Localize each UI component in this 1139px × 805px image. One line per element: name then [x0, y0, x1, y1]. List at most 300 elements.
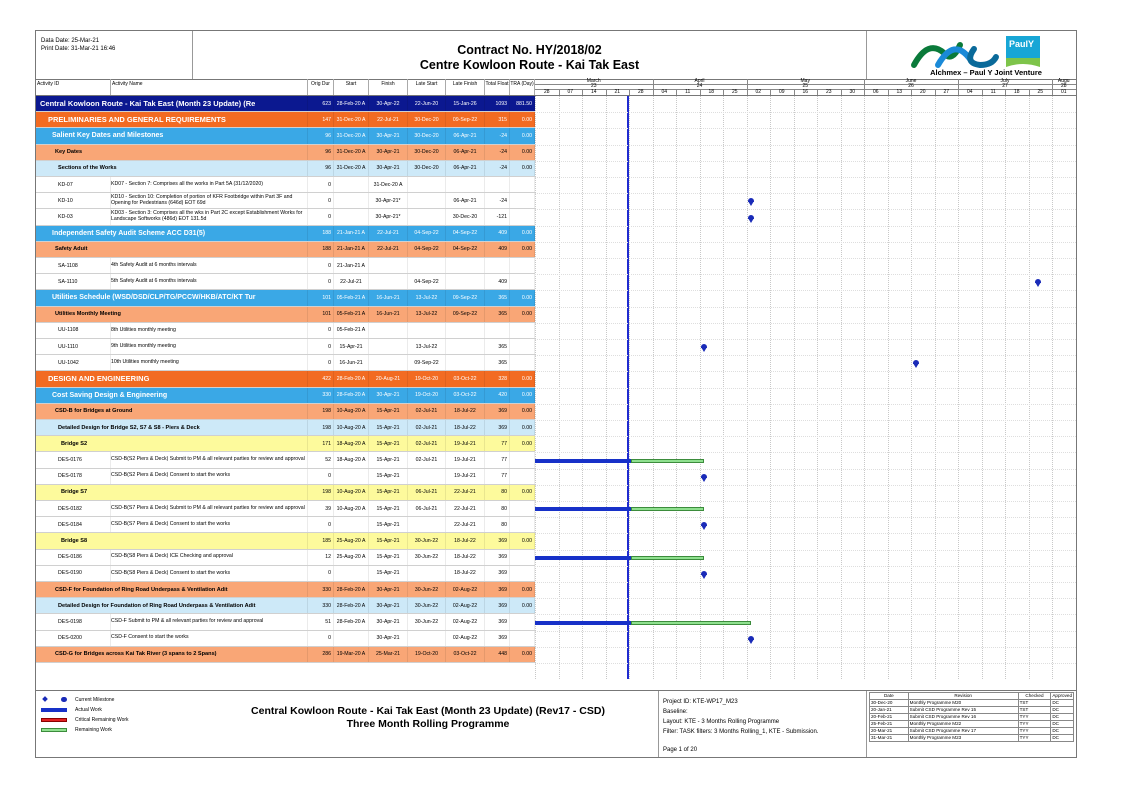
activity-row[interactable] [36, 452, 535, 468]
timeline-day: 09 [770, 89, 795, 95]
activity-row[interactable] [36, 355, 535, 371]
cell-orig-dur: 12 [308, 550, 334, 565]
wbs-title: Independent Safety Audit Scheme ACC D31(5) [36, 226, 308, 241]
gantt-row-line [535, 550, 1076, 551]
cell-tra: 0.00 [510, 598, 535, 613]
wbs-row[interactable] [36, 226, 535, 242]
footer-title-line2: Three Month Rolling Programme [346, 718, 510, 730]
cell-finish: 15-Apr-21 [369, 485, 408, 500]
cell-total-float: 77 [485, 469, 510, 484]
wbs-row[interactable] [36, 145, 535, 161]
cell-finish: 22-Jul-21 [369, 112, 408, 127]
col-finish[interactable]: Finish [369, 79, 408, 95]
cell-orig-dur: 39 [308, 501, 334, 516]
col-tra[interactable]: TRA (Day) [510, 79, 535, 95]
cell-tra [510, 323, 535, 338]
cell-tra: 0.00 [510, 307, 535, 322]
remaining-work-bar[interactable] [631, 459, 704, 463]
cell-orig-dur: 0 [308, 469, 334, 484]
remaining-work-bar[interactable] [631, 507, 704, 511]
cell-finish: 30-Apr-21* [369, 193, 408, 208]
cell-orig-dur: 96 [308, 161, 334, 176]
cell-total-float: 1093 [485, 96, 510, 111]
revision-cell: DC [1051, 721, 1074, 728]
cell-late-finish: 02-Aug-22 [446, 614, 485, 629]
wbs-title: Central Kowloon Route - Kai Tak East (Month 23 Update) (Re [36, 96, 308, 111]
legend-actual [41, 705, 129, 715]
cell-orig-dur: 422 [308, 371, 334, 386]
cell-start: 21-Jan-21 A [334, 242, 369, 257]
col-late-finish[interactable]: Late Finish [446, 79, 485, 95]
activity-row[interactable] [36, 274, 535, 290]
activity-id: DES-0186 [36, 550, 111, 565]
wbs-row[interactable] [36, 371, 535, 387]
timeline-month: Augu [1052, 79, 1077, 84]
cell-late-finish [446, 274, 485, 289]
actual-work-bar[interactable] [535, 507, 631, 511]
cell-tra [510, 631, 535, 646]
cell-start: 31-Dec-20 A [334, 145, 369, 160]
gantt-row-line [535, 209, 1076, 210]
timeline-day: 30 [841, 89, 866, 95]
cell-tra [510, 566, 535, 581]
timeline-header [535, 79, 1076, 95]
legend-remaining [41, 725, 129, 735]
cell-late-start: 06-Jul-21 [408, 485, 446, 500]
gantt-row-line [535, 274, 1076, 275]
cell-start: 10-Aug-20 A [334, 501, 369, 516]
remaining-work-bar[interactable] [631, 621, 751, 625]
data-date: Data Date: 25-Mar-21 [41, 38, 100, 44]
timeline-day: 18 [1005, 89, 1030, 95]
cell-late-finish [446, 323, 485, 338]
timeline-day: 02 [747, 89, 772, 95]
cell-late-finish: 30-Dec-20 [446, 209, 485, 224]
cell-late-finish: 22-Jul-21 [446, 485, 485, 500]
cell-tra: 0.00 [510, 226, 535, 241]
revision-cell: 25-Feb-21 [870, 721, 909, 728]
cell-orig-dur: 198 [308, 420, 334, 435]
milestone-marker[interactable] [701, 477, 707, 482]
legend-milestone [41, 695, 129, 705]
wbs-row[interactable] [36, 242, 535, 258]
milestone-marker[interactable] [701, 347, 707, 352]
cell-tra [510, 355, 535, 370]
cell-start: 05-Feb-21 A [334, 290, 369, 305]
actual-work-bar[interactable] [535, 621, 631, 625]
wbs-title: CSD-B for Bridges at Ground [36, 404, 308, 419]
cell-tra [510, 193, 535, 208]
cell-start [334, 209, 369, 224]
revision-cell: Submit CSD Programme Rev 16 [908, 714, 1018, 721]
actual-work-bar[interactable] [535, 556, 631, 560]
timeline-month: June [864, 79, 959, 84]
cell-tra: 0.00 [510, 112, 535, 127]
gantt-chart [535, 96, 1076, 679]
paul-y-logo-text: PaulY [1009, 39, 1035, 49]
activity-id: DES-0200 [36, 631, 111, 646]
cell-finish [369, 323, 408, 338]
cell-total-float: 369 [485, 598, 510, 613]
activity-row[interactable] [36, 209, 535, 225]
wbs-row[interactable] [36, 307, 535, 323]
timeline-day: 25 [723, 89, 748, 95]
milestone-marker[interactable] [913, 363, 919, 368]
gantt-row-line [535, 598, 1076, 599]
cell-late-finish: 15-Jan-26 [446, 96, 485, 111]
activity-row[interactable] [36, 323, 535, 339]
activity-row[interactable] [36, 469, 535, 485]
cell-total-float: 369 [485, 631, 510, 646]
divider [866, 31, 867, 79]
cell-orig-dur: 51 [308, 614, 334, 629]
activity-row[interactable] [36, 177, 535, 193]
cell-orig-dur: 96 [308, 128, 334, 143]
cell-late-start: 30-Dec-20 [408, 128, 446, 143]
cell-total-float: 315 [485, 112, 510, 127]
timeline-day: 23 [817, 89, 842, 95]
timeline-week-number: 25 [747, 84, 866, 89]
cell-orig-dur: 0 [308, 631, 334, 646]
cell-late-start [408, 258, 446, 273]
cell-total-float: 409 [485, 242, 510, 257]
activity-id: DES-0190 [36, 566, 111, 581]
revision-cell: Monthly Programme M22 [908, 721, 1018, 728]
cell-total-float: 409 [485, 226, 510, 241]
cell-late-start: 30-Jun-22 [408, 550, 446, 565]
cell-start: 28-Feb-20 A [334, 614, 369, 629]
timeline-day: 07 [559, 89, 584, 95]
cell-orig-dur: 188 [308, 242, 334, 257]
cell-finish: 31-Dec-20 A [369, 177, 408, 192]
project-id: Project ID: KTE-WP17_M23 [663, 699, 738, 705]
cell-total-float: 365 [485, 339, 510, 354]
cell-total-float: 77 [485, 452, 510, 467]
cell-late-start [408, 566, 446, 581]
cell-orig-dur: 0 [308, 209, 334, 224]
cell-finish: 15-Apr-21 [369, 501, 408, 516]
timeline-day: 11 [676, 89, 701, 95]
col-late-start[interactable]: Late Start [408, 79, 446, 95]
milestone-marker[interactable] [748, 639, 754, 644]
cell-tra: 0.00 [510, 436, 535, 451]
cell-orig-dur: 330 [308, 582, 334, 597]
revision-cell: DC [1051, 735, 1074, 742]
baseline: Baseline: [663, 709, 688, 715]
cell-late-finish: 03-Oct-22 [446, 371, 485, 386]
timeline-day: 04 [958, 89, 983, 95]
col-orig-dur[interactable]: Orig Dur [308, 79, 334, 95]
cell-start [334, 177, 369, 192]
cell-start: 21-Jan-21 A [334, 258, 369, 273]
cell-start: 19-Mar-20 A [334, 647, 369, 662]
rev-col-checked: Checked [1018, 693, 1051, 700]
gantt-row-line [535, 388, 1076, 389]
cell-total-float: 80 [485, 517, 510, 532]
wbs-row[interactable] [36, 290, 535, 306]
timeline-week-number: 23 [535, 84, 654, 89]
timeline-week-number: 26 [864, 84, 959, 89]
wbs-title: Utilities Schedule (WSD/DSD/CLP/TG/PCCW/HKB/ATC/KT Tur [36, 290, 308, 305]
cell-start: 28-Feb-20 A [334, 582, 369, 597]
cell-tra [510, 469, 535, 484]
cell-late-finish [446, 355, 485, 370]
wbs-row[interactable] [36, 96, 535, 112]
timeline-week-number: 27 [958, 84, 1053, 89]
cell-finish: 30-Apr-21 [369, 161, 408, 176]
revision-cell: 20-Mar-21 [870, 728, 909, 735]
gantt-row-line [535, 485, 1076, 486]
timeline-day: 28 [629, 89, 654, 95]
cell-tra: 0.00 [510, 404, 535, 419]
activity-row[interactable] [36, 566, 535, 582]
print-date: Print Date: 31-Mar-21 16:46 [41, 46, 116, 52]
cell-late-start: 02-Jul-21 [408, 404, 446, 419]
gantt-row-line [535, 323, 1076, 324]
cell-late-start: 09-Sep-22 [408, 355, 446, 370]
actual-work-bar[interactable] [535, 459, 631, 463]
wbs-row[interactable] [36, 598, 535, 614]
timeline-day: 01 [1052, 89, 1077, 95]
cell-late-start: 13-Jul-22 [408, 290, 446, 305]
cell-late-finish: 09-Sep-22 [446, 112, 485, 127]
cell-late-start: 30-Dec-20 [408, 161, 446, 176]
cell-finish: 15-Apr-21 [369, 533, 408, 548]
gantt-row-line [535, 663, 1076, 664]
timeline-day: 27 [935, 89, 960, 95]
wbs-title: Utilities Monthly Meeting [36, 307, 308, 322]
cell-start: 10-Aug-20 A [334, 485, 369, 500]
cell-start [334, 517, 369, 532]
gantt-row-line [535, 404, 1076, 405]
cell-total-float [485, 177, 510, 192]
cell-late-finish: 06-Apr-21 [446, 161, 485, 176]
revision-cell: Submit CSD Programme Rev 17 [908, 728, 1018, 735]
cell-start [334, 566, 369, 581]
cell-late-finish [446, 177, 485, 192]
timeline-month: July [958, 79, 1053, 84]
cell-tra [510, 550, 535, 565]
cell-total-float: 365 [485, 307, 510, 322]
activity-id: SA-1108 [36, 258, 111, 273]
col-total-float[interactable]: Total Float [485, 79, 510, 95]
cell-finish: 16-Jun-21 [369, 290, 408, 305]
wbs-title: CSD-G for Bridges across Kai Tak River (3 spans to 2 Spans) [36, 647, 308, 662]
activity-name: KD07 - Section 7: Comprises all the works in Part 5A (31/12/2020) [111, 177, 308, 192]
wbs-title: Detailed Design for Bridge S2, S7 & S8 - Piers & Deck [36, 420, 308, 435]
cell-orig-dur: 623 [308, 96, 334, 111]
cell-orig-dur: 0 [308, 339, 334, 354]
cell-late-start: 22-Jun-20 [408, 96, 446, 111]
cell-late-start [408, 631, 446, 646]
timeline-day: 06 [864, 89, 889, 95]
cell-late-start: 13-Jul-22 [408, 307, 446, 322]
legend [41, 695, 129, 735]
col-start[interactable]: Start [334, 79, 369, 95]
project-title: Centre Kowloon Route - Kai Tak East [419, 58, 640, 72]
cell-finish: 22-Jul-21 [369, 226, 408, 241]
remaining-work-swatch [41, 728, 67, 732]
wbs-row[interactable] [36, 582, 535, 598]
cell-orig-dur: 101 [308, 307, 334, 322]
cell-finish: 20-Aug-21 [369, 371, 408, 386]
revision-table [869, 692, 1074, 742]
cell-tra [510, 209, 535, 224]
schedule-sheet [35, 30, 1077, 758]
activity-row[interactable] [36, 339, 535, 355]
activity-row[interactable] [36, 517, 535, 533]
wbs-row[interactable] [36, 128, 535, 144]
cell-finish: 15-Apr-21 [369, 517, 408, 532]
filter-name: Filter: TASK filters: 3 Months Rolling_1, KTE - Submission. [663, 729, 819, 735]
wbs-row[interactable] [36, 485, 535, 501]
wbs-row[interactable] [36, 404, 535, 420]
activity-id: KD-03 [36, 209, 111, 224]
cell-total-float: -24 [485, 193, 510, 208]
cell-orig-dur: 0 [308, 258, 334, 273]
cell-finish: 30-Apr-21 [369, 145, 408, 160]
cell-tra: 0.00 [510, 145, 535, 160]
activity-id: UU-1042 [36, 355, 111, 370]
activity-id: UU-1110 [36, 339, 111, 354]
cell-tra [510, 258, 535, 273]
cell-late-finish: 18-Jul-22 [446, 550, 485, 565]
cell-tra: 881.50 [510, 96, 535, 111]
cell-late-start: 02-Jul-21 [408, 420, 446, 435]
wbs-title: Key Dates [36, 145, 308, 160]
timeline-day: 25 [1029, 89, 1054, 95]
gantt-row-line [535, 112, 1076, 113]
activity-id: KD-07 [36, 177, 111, 192]
revision-cell: Submit CSD Programme Rev 15 [908, 707, 1018, 714]
remaining-work-bar[interactable] [631, 556, 704, 560]
col-activity-name[interactable]: Activity Name [111, 79, 308, 95]
cell-tra: 0.00 [510, 388, 535, 403]
cell-start [334, 631, 369, 646]
cell-finish [369, 339, 408, 354]
rev-col-revision: Revision [908, 693, 1018, 700]
gantt-row-line [535, 436, 1076, 437]
activity-id: SA-1110 [36, 274, 111, 289]
cell-late-start: 13-Jul-22 [408, 339, 446, 354]
wbs-row[interactable] [36, 161, 535, 177]
cell-orig-dur: 286 [308, 647, 334, 662]
activity-id: UU-1108 [36, 323, 111, 338]
cell-late-start: 06-Jul-21 [408, 501, 446, 516]
cell-orig-dur: 0 [308, 193, 334, 208]
cell-total-float: 448 [485, 647, 510, 662]
cell-total-float: 369 [485, 404, 510, 419]
cell-total-float: 328 [485, 371, 510, 386]
milestone-marker[interactable] [701, 574, 707, 579]
cell-orig-dur: 52 [308, 452, 334, 467]
cell-finish: 15-Apr-21 [369, 436, 408, 451]
activity-row[interactable] [36, 258, 535, 274]
cell-start: 28-Feb-20 A [334, 598, 369, 613]
divider [658, 691, 659, 758]
cell-tra: 0.00 [510, 371, 535, 386]
wbs-title: Safety Aduit [36, 242, 308, 257]
cell-late-finish: 19-Jul-21 [446, 436, 485, 451]
timeline-day: 14 [582, 89, 607, 95]
col-activity-id[interactable]: Activity ID [36, 79, 111, 95]
wbs-row[interactable] [36, 388, 535, 404]
cell-late-finish: 19-Jul-21 [446, 452, 485, 467]
cell-total-float: -24 [485, 145, 510, 160]
revision-cell: TYY [1018, 728, 1051, 735]
gantt-row-line [535, 226, 1076, 227]
gantt-row-line [535, 614, 1076, 615]
critical-work-swatch [41, 718, 67, 722]
cell-total-float: 369 [485, 614, 510, 629]
revision-cell: DC [1051, 707, 1074, 714]
cell-late-finish: 09-Sep-22 [446, 307, 485, 322]
milestone-marker[interactable] [748, 218, 754, 223]
milestone-marker[interactable] [748, 201, 754, 206]
cell-orig-dur: 185 [308, 533, 334, 548]
revision-row [870, 735, 1074, 742]
cell-tra [510, 274, 535, 289]
activity-row[interactable] [36, 631, 535, 647]
cell-total-float: 369 [485, 533, 510, 548]
wbs-row[interactable] [36, 420, 535, 436]
cell-late-start: 30-Jun-22 [408, 614, 446, 629]
activity-row[interactable] [36, 614, 535, 630]
activity-name: CSD-B(S7 Piers & Deck) Submit to PM & all relevant parties for review and approval [111, 501, 308, 516]
gantt-row-line [535, 517, 1076, 518]
wbs-title: CSD-F for Foundation of Ring Road Underpass & Ventilation Adit [36, 582, 308, 597]
timeline-week-number: 24 [653, 84, 748, 89]
cell-tra [510, 517, 535, 532]
milestone-marker[interactable] [701, 525, 707, 530]
wbs-row[interactable] [36, 436, 535, 452]
revision-rows [870, 700, 1074, 742]
timeline-day: 28 [535, 89, 560, 95]
activity-id: DES-0178 [36, 469, 111, 484]
report-dates [41, 37, 115, 53]
gantt-row-line [535, 452, 1076, 453]
cell-start: 10-Aug-20 A [334, 420, 369, 435]
cell-late-finish: 04-Sep-22 [446, 242, 485, 257]
cell-orig-dur: 0 [308, 323, 334, 338]
cell-start: 15-Apr-21 [334, 339, 369, 354]
cell-start: 18-Aug-20 A [334, 452, 369, 467]
cell-late-start: 30-Dec-20 [408, 145, 446, 160]
cell-finish [369, 274, 408, 289]
activity-name: CSD-B(S7 Piers & Deck) Consent to start the works [111, 517, 308, 532]
activity-row[interactable] [36, 193, 535, 209]
cell-orig-dur: 0 [308, 566, 334, 581]
wbs-row[interactable] [36, 647, 535, 663]
activity-row[interactable] [36, 501, 535, 517]
wbs-row[interactable] [36, 112, 535, 128]
cell-finish: 30-Apr-21 [369, 631, 408, 646]
gantt-row-line [535, 420, 1076, 421]
legend-label: Current Milestone [75, 697, 115, 703]
milestone-marker[interactable] [1035, 282, 1041, 287]
divider [866, 691, 867, 758]
cell-total-float: 369 [485, 566, 510, 581]
cell-late-finish: 06-Apr-21 [446, 145, 485, 160]
revision-cell: TYY [1018, 735, 1051, 742]
gantt-row-line [535, 161, 1076, 162]
rev-col-approved: Approved [1052, 693, 1072, 698]
footer-title-line1: Central Kowloon Route - Kai Tak East (Month 23 Update) (Rev17 - CSD) [251, 705, 605, 717]
activity-row[interactable] [36, 550, 535, 566]
cell-late-finish [446, 258, 485, 273]
rev-col-date: Date [870, 693, 909, 700]
wbs-row[interactable] [36, 533, 535, 549]
